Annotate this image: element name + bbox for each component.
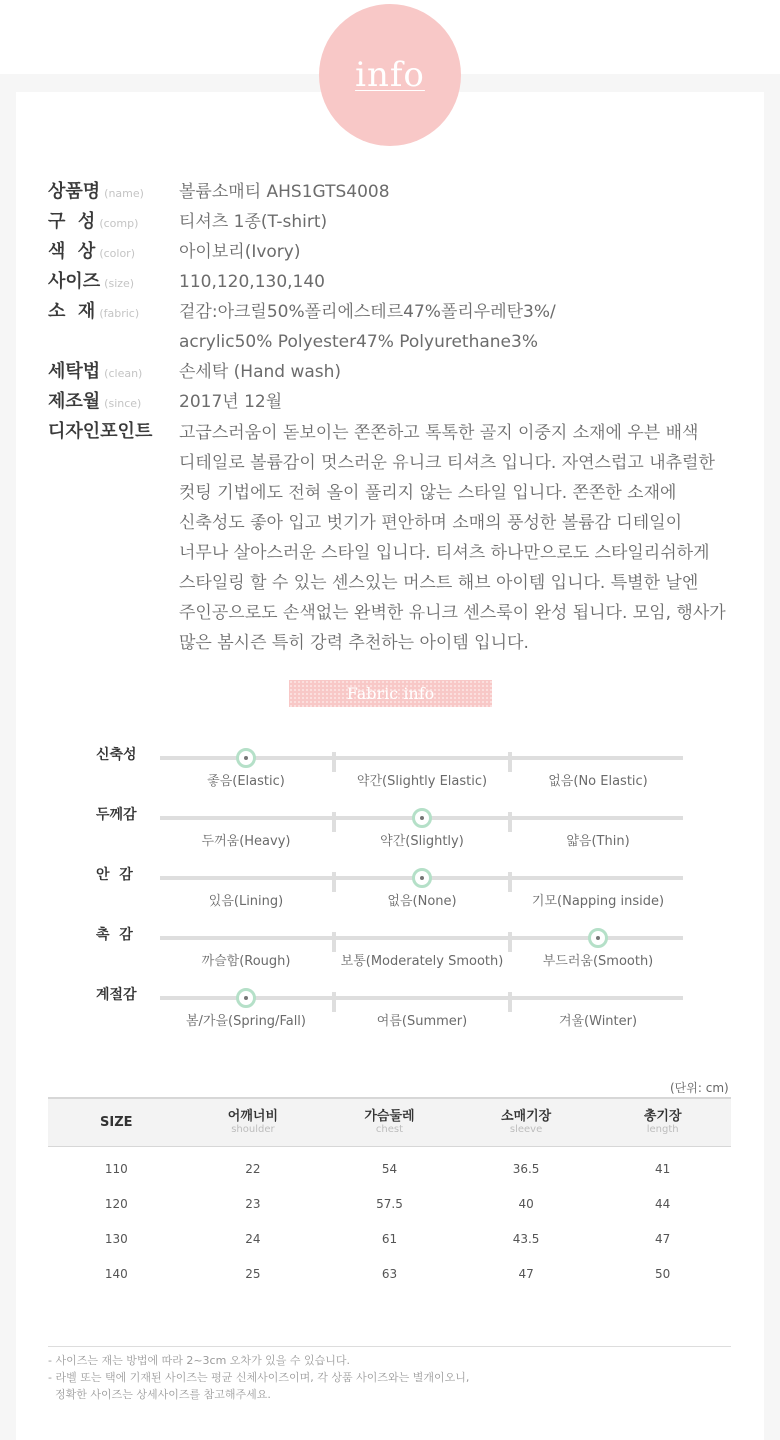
sleeve-col-header — [458, 1098, 595, 1147]
chest-col-header — [321, 1098, 458, 1147]
scale-tick — [332, 872, 336, 892]
fabric-scale-label: 계절감 — [96, 987, 137, 1003]
fabric-scale-row — [0, 867, 780, 912]
fabric-scale-track — [160, 936, 683, 969]
description-line: 주인공으로도 손색없는 완벽한 유니크 센스룩이 완성 됩니다. 모임, 행사가 — [179, 603, 726, 623]
spec-value: 티셔츠 1종(T-shirt) — [179, 212, 328, 232]
scale-option-label: 약간(Slightly Elastic) — [356, 774, 488, 789]
scale-option-label: 있음(Lining) — [208, 894, 284, 909]
info-badge-text: info — [355, 55, 425, 95]
spec-row-fabric — [48, 297, 556, 327]
spec-label: 구 성 — [48, 211, 96, 232]
spec-label: 세탁법 — [48, 361, 101, 382]
note-line: - 사이즈는 재는 방법에 따라 2~3cm 오차가 있을 수 있습니다. — [48, 1354, 351, 1367]
shoulder-col-header — [185, 1098, 322, 1147]
table-cell: 120 — [104, 1196, 128, 1211]
scale-tick — [332, 752, 336, 772]
table-cell: 50 — [655, 1266, 671, 1281]
design-point-description — [179, 418, 769, 658]
size-table — [48, 1097, 731, 1291]
spec-value: 2017년 12월 — [179, 392, 283, 412]
fabric-scale-row — [0, 747, 780, 792]
size-notes — [48, 1352, 469, 1403]
spec-sub: (since) — [104, 397, 142, 410]
spec-label: 디자인포인트 — [48, 421, 153, 442]
fabric-scale-label: 신축성 — [96, 747, 137, 763]
spec-label: 색 상 — [48, 241, 96, 262]
scale-option-label: 얇음(Thin) — [566, 834, 630, 849]
spec-value: 볼륨소매티 AHS1GTS4008 — [179, 182, 390, 202]
size-col-header — [48, 1098, 185, 1147]
description-line: 스타일링 할 수 있는 센스있는 머스트 해브 아이템 입니다. 특별한 날엔 — [179, 573, 699, 593]
description-line: 디테일로 볼륨감이 멋스러운 유니크 티셔츠 입니다. 자연스럽고 내츄럴한 — [179, 453, 715, 473]
spec-row-color — [48, 237, 301, 267]
fabric-scale-row — [0, 807, 780, 852]
table-row — [48, 1221, 731, 1256]
scale-tick — [508, 752, 512, 772]
scale-option-label: 없음(No Elastic) — [548, 774, 648, 789]
fabric-scale-label: 안 감 — [96, 867, 133, 883]
spec-label: 제조월 — [48, 391, 101, 412]
fabric-scale-row — [0, 987, 780, 1032]
table-cell: 36.5 — [512, 1161, 540, 1176]
table-cell: 54 — [381, 1161, 398, 1176]
info-badge — [319, 4, 461, 146]
fabric-scale-label: 촉 감 — [96, 927, 133, 943]
scale-tick — [332, 992, 336, 1012]
scale-tick — [508, 812, 512, 832]
scale-selected-marker — [412, 808, 432, 828]
size-table-header — [48, 1098, 731, 1147]
spec-value: 겉감:아크릴50%폴리에스테르47%폴리우레탄3%/ — [179, 302, 556, 322]
fabric-info-banner: Fabric info — [289, 680, 492, 707]
spec-sub: (size) — [104, 277, 135, 290]
table-cell: 47 — [518, 1266, 534, 1281]
notes-divider — [48, 1346, 731, 1347]
header-sub: length — [646, 1124, 679, 1135]
header-sub: sleeve — [509, 1124, 543, 1135]
table-cell: 44 — [655, 1196, 671, 1211]
scale-option-label: 두꺼움(Heavy) — [201, 834, 291, 849]
spec-value: 손세탁 (Hand wash) — [179, 362, 342, 382]
table-cell: 22 — [245, 1161, 261, 1176]
scale-tick — [508, 992, 512, 1012]
scale-option-label: 없음(None) — [387, 894, 457, 909]
spec-label: 사이즈 — [48, 271, 101, 292]
spec-row-size — [48, 267, 326, 297]
header-main: SIZE — [100, 1115, 133, 1130]
table-cell: 23 — [245, 1196, 261, 1211]
header-sub: shoulder — [231, 1124, 275, 1135]
scale-tick — [332, 812, 336, 832]
scale-tick — [508, 872, 512, 892]
spec-sub: (color) — [99, 247, 135, 260]
fabric-scale-track — [160, 756, 683, 789]
note-line: - 라벨 또는 택에 기재된 사이즈는 평균 신체사이즈이며, 각 상품 사이즈와는 별개이오니, — [48, 1371, 470, 1384]
description-line: 너무나 살아스러운 스타일 입니다. 티셔츠 하나만으로도 스타일리쉬하게 — [179, 543, 710, 563]
spec-row-clean — [48, 357, 342, 387]
scale-option-label: 보통(Moderately Smooth) — [340, 954, 504, 969]
table-row — [48, 1147, 731, 1187]
spec-sub: (clean) — [104, 367, 143, 380]
scale-selected-marker — [588, 928, 608, 948]
table-row — [48, 1186, 731, 1221]
header-main: 총기장 — [643, 1109, 682, 1124]
scale-tick — [508, 932, 512, 952]
fabric-scale-track — [160, 996, 683, 1029]
spec-label: 소 재 — [48, 301, 96, 322]
table-cell: 40 — [518, 1196, 534, 1211]
note-line: 정확한 사이즈는 상세사이즈를 참고해주세요. — [48, 1388, 271, 1401]
scale-option-label: 기모(Napping inside) — [531, 894, 665, 909]
scale-selected-marker — [236, 988, 256, 1008]
scale-option-label: 부드러움(Smooth) — [542, 954, 654, 969]
table-cell: 61 — [381, 1231, 398, 1246]
table-cell: 24 — [245, 1231, 261, 1246]
spec-row-since — [48, 387, 283, 417]
fabric-scale-track — [160, 816, 683, 849]
header-main: 어깨너비 — [227, 1109, 278, 1124]
description-line: 컷팅 기법에도 전혀 올이 풀리지 않는 스타일 입니다. 쫀쫀한 소재에 — [179, 483, 677, 503]
unit-note: (단위: cm) — [670, 1081, 729, 1095]
table-cell: 140 — [104, 1266, 128, 1281]
scale-option-label: 겨울(Winter) — [558, 1014, 638, 1029]
scale-option-label: 까슬함(Rough) — [201, 954, 291, 969]
table-cell: 110 — [104, 1161, 128, 1176]
scale-option-label: 약간(Slightly) — [380, 834, 464, 849]
table-row — [48, 1256, 731, 1291]
header-sub: chest — [375, 1124, 404, 1135]
description-line: 고급스러움이 돋보이는 쫀쫀하고 톡톡한 골지 이중지 소재에 우븐 배색 — [179, 423, 699, 443]
scale-selected-marker — [236, 748, 256, 768]
table-cell: 47 — [655, 1231, 671, 1246]
table-cell: 57.5 — [376, 1196, 403, 1211]
spec-value: 110,120,130,140 — [179, 272, 326, 292]
spec-row-design-point — [48, 417, 152, 447]
scale-selected-marker — [412, 868, 432, 888]
table-cell: 130 — [104, 1231, 128, 1246]
header-main: 소매기장 — [500, 1109, 552, 1124]
table-cell: 63 — [381, 1266, 398, 1281]
spec-sub: (comp) — [99, 217, 139, 230]
fabric-scale-track — [160, 876, 683, 909]
spec-label: 상품명 — [48, 181, 101, 202]
table-cell: 43.5 — [512, 1231, 540, 1246]
scale-option-label: 좋음(Elastic) — [207, 774, 285, 789]
spec-value: 아이보리(Ivory) — [179, 242, 301, 262]
description-line: 신축성도 좋아 입고 벗기가 편안하며 소매의 풍성한 볼륨감 디테일이 — [179, 513, 683, 533]
description-line: 많은 봄시즌 특히 강력 추천하는 아이템 입니다. — [179, 633, 529, 653]
scale-option-label: 봄/가을(Spring/Fall) — [185, 1014, 306, 1029]
table-cell: 41 — [655, 1161, 671, 1176]
table-cell: 25 — [245, 1266, 261, 1281]
spec-value: acrylic50% Polyester47% Polyurethane3% — [179, 332, 538, 352]
spec-sub: (fabric) — [99, 307, 140, 320]
length-col-header — [594, 1098, 731, 1147]
scale-option-label: 여름(Summer) — [376, 1014, 468, 1029]
header-main: 가슴둘레 — [364, 1109, 415, 1124]
spec-row-name — [48, 177, 390, 207]
fabric-scale-row — [0, 927, 780, 972]
scale-tick — [332, 932, 336, 952]
spec-row-comp — [48, 207, 328, 237]
fabric-scale-label: 두께감 — [96, 807, 137, 823]
spec-sub: (name) — [104, 187, 144, 200]
